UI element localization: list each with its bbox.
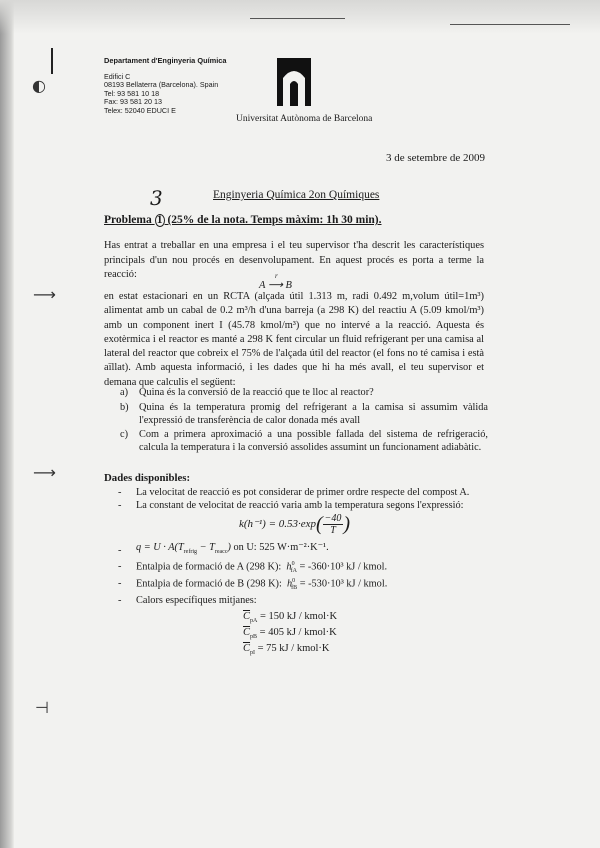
cp-value: = 150 kJ / kmol·K: [257, 611, 338, 622]
question-item: [120, 387, 488, 400]
dades-text: La velocitat de reacció es pot considerar de primer ordre respecte del compost A.: [136, 487, 470, 498]
university-logo: [277, 58, 311, 106]
heat-eq-u: on U: 525 W·m⁻²·K⁻¹.: [230, 542, 329, 553]
fraction-numerator: −40: [324, 513, 342, 524]
reaction-over-arrow: r: [275, 272, 278, 280]
exam-date: 3 de setembre de 2009: [386, 152, 485, 164]
department-name: Departament d'Enginyeria Química: [104, 56, 227, 65]
questions-list: [120, 387, 488, 457]
subject-text: Enginyeria Química 2on Químiques: [213, 189, 380, 201]
dades-list: [118, 486, 488, 512]
cp-title: Calors específiques mitjanes:: [136, 595, 257, 606]
rate-constant-fraction: [323, 513, 344, 536]
dades-item: - La constant de velocitat de reacció varia amb la temperatura segons l'expressió:: [118, 500, 464, 511]
enthalpy-b-label: Entalpia de formació de B (298 K):: [136, 578, 282, 590]
cp-value: = 405 kJ / kmol·K: [257, 627, 337, 638]
address-line: Tel: 93 581 10 18: [104, 88, 160, 98]
scan-line: [450, 24, 570, 25]
cp-row: $\overline{C}_{pA} = 150$ kJ / kmol·K: [243, 611, 338, 625]
question-item: [120, 402, 488, 428]
question-text: Com a primera aproximació a una possible fallada del sistema de refrigeració, calcula la temperatura i la conversió assolides assumint un funcionament adiabàtic.: [139, 429, 488, 454]
dades-text: La constant de velocitat de reacció varia amb la temperatura segons l'expressió:: [136, 500, 464, 511]
problem-label: Problema: [104, 214, 155, 226]
address-line: 08193 Bellaterra (Barcelona). Spain: [104, 80, 219, 90]
description-paragraph: en estat estacionari en un RCTA (alçada útil 1.313 m, radi 0.492 m,volum útil=1m³) alimentat amb un cabal de 0.2 m³/h d'una barreja (a 298 K) del reactiu A (5.09 kmol/m³) amb un component inert I (45.78 kmol/m³) que no intervé a la reacció. Aquesta és exotèrmica i el reactor es manté a 298 K fent circular un fluid refrigerant per una camisa al lateral del reactor que cobreix el 75% de l'alçada útil del reactor (el fons no té camisa i està aïllat). Amb aquesta informació, i les dades que hi ha més avall, el teu supervisor et demana que calculis el següent:: [104, 291, 484, 388]
exam-page: ◐ ⟶ ⟶ ⊣ Departament d'Enginyeria Química Edifici C 08193 Bellaterra (Barcelona). Spain Tel: 93 581 10 18 Fax: 93 581 20 13 Telex: 52040 EDUCI E Universitat Autònoma de Barcelona 3 de setembre de 2009 3 Enginyeria Química 2on Químiques Problema 1 (25% de la nota. Temps màxim: 1h 30 min). Has entrat a treballar en una empresa i el teu supervisor t'ha descrit les característiques principals d'un nou procés en desenvolupament. En aquest procés es porta a terme la reacció: r A ⟶ B en estat estacionari en un RCTA (alçada útil 1.313 m, radi 0.492 m,volum útil=1m³) alimentat amb un cabal de 0.2 m³/h d'una barreja (a 298 K) del reactiu A (5.09 kmol/m³) amb un component inert I (45.78 kmol/m³) que no intervé a la reacció. Aquesta és exotèrmica i el reactor es manté a 298 K fent circular un fluid refrigerant per una camisa al lateral del reactor que cobreix el 75% de l'alçada útil del reactor (el fons no té camisa i està aïllat). Amb aquesta informació, i les dades que hi ha més avall, el teu supervisor et demana que calculis el següent: a) Quina és la conversió de la reacció que te lloc al reactor? b) Quina és la temperatura promig del refrigerant a la camisa si assumim vàlida l'expressió de transferència de calor donada més avall c) Com a primera aproximació a una possible fallada del sistema de refrigeració, calcula la temperatura i la conversió assolides assumint un funcionament adiabàtic. Dades disponibles: - La velocitat de reacció es pot considerar de primer ordre respecte del compost A. - La constant de velocitat de reacció varia amb la temperatura segons l'expressió: k(h⁻¹) = 0.53·exp( $\frac{-40}{T}$) - $q = U \cdot A(T_{refrig} - T_{reacc})$ on U: 525 W·m⁻²·K⁻¹. - Entalpia de formació de A (298 K): $h^0_{fA} = -360\cdot 10^3$ kJ / kmol. - Entalpia de formació de B (298 K): $h^0_{fB} = -530\cdot 10^3$ kJ / kmol. - Calors específiques mitjanes: $\overline{C}_{pA} = 150$ kJ / kmol·K $\overline{C}_{pB} = 405$ kJ / kmol·K $\overline{C}_{pI} = 75$ kJ / kmol·K: [0, 0, 600, 848]
heat-eq-lhs: q = U · A: [136, 542, 175, 553]
fraction-denominator: T: [330, 525, 336, 536]
scan-top-shade: [0, 0, 600, 34]
question-label: c): [120, 429, 128, 441]
cp-row: $\overline{C}_{pI} = 75$ kJ / kmol·K: [243, 643, 330, 657]
punch-hole-icon: ⊣: [35, 698, 49, 717]
dades-title: Dades disponibles:: [104, 472, 191, 484]
margin-mark: [51, 48, 53, 74]
address-line: Edifici C: [104, 71, 131, 81]
dades-item: - La velocitat de reacció es pot considerar de primer ordre respecte del compost A.: [118, 487, 470, 498]
punch-hole-icon: ◐: [32, 76, 46, 95]
enthalpy-a-label: Entalpia de formació de A (298 K):: [136, 561, 282, 573]
question-text: Quina és la conversió de la reacció que te lloc al reactor?: [139, 387, 374, 398]
punch-hole-icon: ⟶: [33, 463, 56, 482]
intro-paragraph: Has entrat a treballar en una empresa i el teu supervisor t'ha descrit les característiques principals d'un nou procés en desenvolupament. En aquest procés es porta a terme la reacció:: [104, 240, 484, 281]
question-item: [120, 429, 488, 455]
question-text: Quina és la temperatura promig del refrigerant a la camisa si assumim vàlida l'expressió de transferència de calor donada més avall: [139, 401, 488, 426]
address-line: Fax: 93 581 20 13: [104, 97, 162, 107]
enthalpy-b-value: = -530·10³ kJ / kmol.: [297, 578, 388, 590]
enthalpy-a-value: = -360·10³ kJ / kmol.: [296, 561, 388, 573]
address-line: Telex: 52040 EDUCI E: [104, 105, 176, 115]
problem-details: (25% de la nota. Temps màxim: 1h 30 min).: [164, 214, 382, 226]
heat-equation: $q = U \cdot A(T_{refrig} - T_{reacc})$ on U: 525 W·m⁻²·K⁻¹.: [136, 542, 329, 556]
reaction-text: A ⟶ B: [259, 280, 292, 291]
cp-row: $\overline{C}_{pB} = 405$ kJ / kmol·K: [243, 627, 337, 641]
handwritten-number: 3: [150, 186, 163, 210]
cp-value: = 75 kJ / kmol·K: [255, 643, 330, 654]
subject-title: [213, 189, 379, 201]
scan-edge-shadow: [0, 0, 14, 848]
problem-heading: [104, 214, 382, 227]
rate-constant-lhs: k(h⁻¹) = 0.53·exp: [239, 518, 316, 531]
university-name: Universitat Autònoma de Barcelona: [236, 114, 373, 124]
question-label: b): [120, 401, 129, 413]
problem-number: 1: [155, 214, 165, 227]
rate-constant-equation: k(h⁻¹) = 0.53·exp( $\frac{-40}{T}$): [239, 513, 351, 536]
punch-hole-icon: ⟶: [33, 285, 56, 304]
department-header: [104, 57, 227, 116]
scan-line: [250, 18, 345, 19]
question-label: a): [120, 387, 128, 398]
